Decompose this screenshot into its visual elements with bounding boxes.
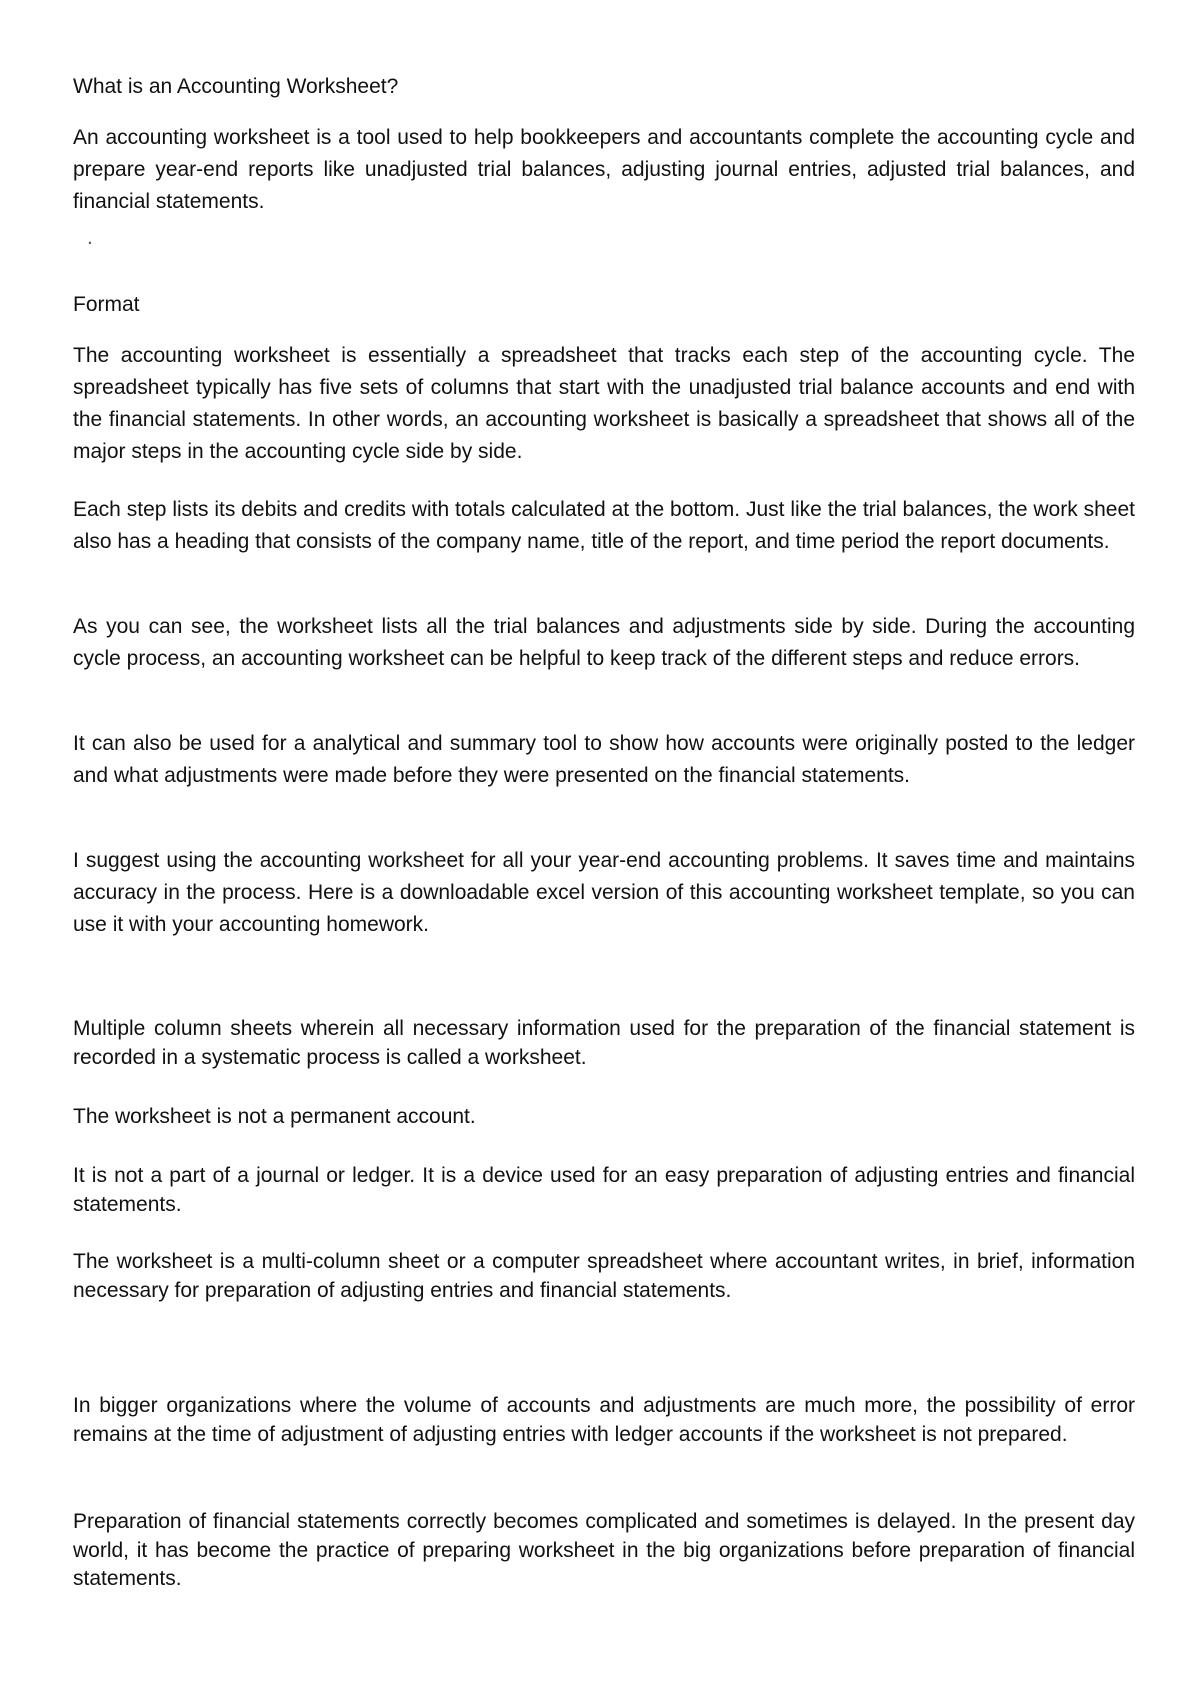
document-title: What is an Accounting Worksheet? [73,75,399,98]
stray-mark: . [87,226,93,249]
format-paragraph-2: Each step lists its debits and credits with totals calculated at the bottom. Just like the trial balances, the work sheet also has a heading that consists of the company name, title of the report, and time period the report documents. [73,498,1135,553]
definition-paragraph-1: Multiple column sheets wherein all necessary information used for the preparation of the financial statement is recorded in a systematic process is called a worksheet. [73,1017,1135,1069]
intro-paragraph: An accounting worksheet is a tool used to help bookkeepers and accountants complete the accounting cycle and prepare year-end reports like unadjusted trial balances, adjusting journal entries, adjusted trial balances, and financial statements. [73,126,1135,213]
format-paragraph-4: It can also be used for a analytical and summary tool to show how accounts were originally posted to the ledger and what adjustments were made before they were presented on the financial statements. [73,732,1135,787]
importance-paragraph-2: Preparation of financial statements correctly becomes complicated and sometimes is delayed. In the present day world, it has become the practice of preparing worksheet in the big organizations before preparation of financial statements. [73,1510,1135,1590]
format-heading: Format [73,293,140,316]
definition-paragraph-2: The worksheet is not a permanent account. [73,1105,476,1128]
format-paragraph-3: As you can see, the worksheet lists all the trial balances and adjustments side by side. During the accounting cycle process, an accounting worksheet can be helpful to keep track of the different steps and reduce errors. [73,615,1135,670]
definition-paragraph-4: The worksheet is a multi-column sheet or a computer spreadsheet where accountant writes, in brief, information necessary for preparation of adjusting entries and financial statements. [73,1250,1135,1302]
format-paragraph-1: The accounting worksheet is essentially a spreadsheet that tracks each step of the accounting cycle. The spreadsheet typically has five sets of columns that start with the unadjusted trial balance accounts and end with the financial statements. In other words, an accounting worksheet is basically a spreadsheet that shows all of the major steps in the accounting cycle side by side. [73,344,1135,463]
importance-paragraph-1: In bigger organizations where the volume of accounts and adjustments are much more, the possibility of error remains at the time of adjustment of adjusting entries with ledger accounts if the worksheet is not prepared. [73,1394,1135,1446]
definition-paragraph-3: It is not a part of a journal or ledger. It is a device used for an easy preparation of adjusting entries and financial statements. [73,1164,1135,1216]
format-paragraph-5: I suggest using the accounting worksheet for all your year-end accounting problems. It saves time and maintains accuracy in the process. Here is a downloadable excel version of this accounting worksheet template, so you can use it with your accounting homework. [73,849,1135,936]
